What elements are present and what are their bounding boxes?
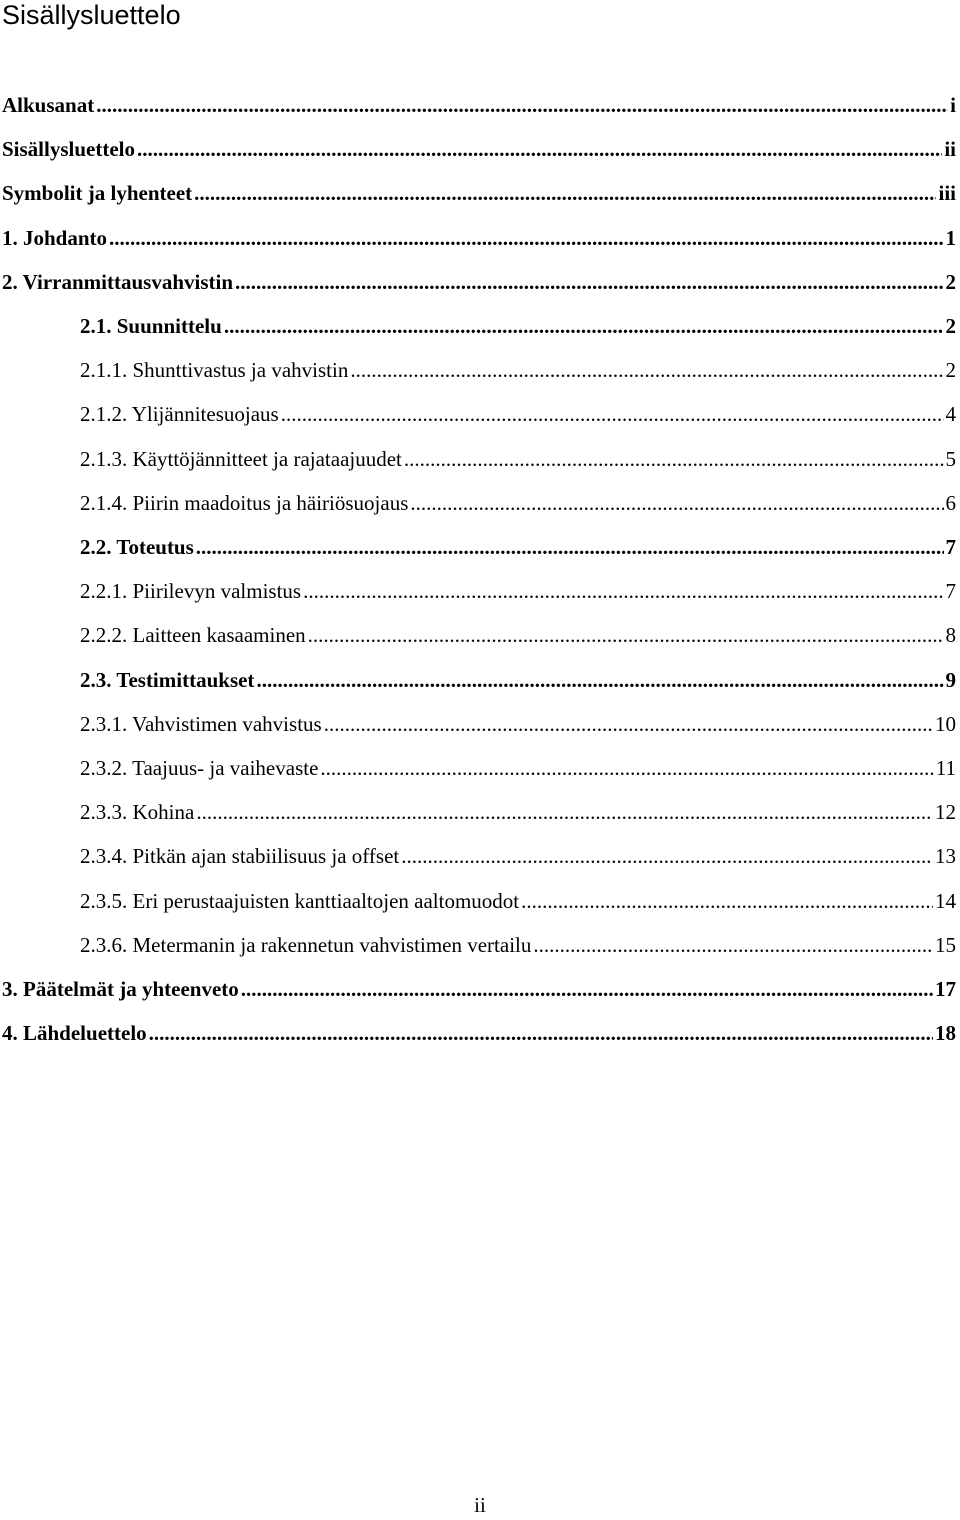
toc-entry-page: 14 [935, 888, 956, 913]
toc-entry-page: i [950, 93, 956, 117]
toc-entry-page: 5 [945, 446, 956, 471]
toc-entry[interactable] [0, 797, 956, 827]
toc-dot-leader [281, 399, 944, 429]
toc-entry[interactable] [0, 178, 956, 208]
toc-entry-label: 2.1.1. Shunttivastus ja vahvistin [80, 358, 349, 383]
toc-entry-page: 2 [945, 314, 956, 338]
toc-entry-page: 4 [945, 402, 956, 427]
toc-entry-page: 2 [945, 269, 956, 294]
toc-entry[interactable] [0, 355, 956, 385]
toc-entry-label: 2.3.3. Kohina [80, 800, 195, 825]
toc-dot-leader [320, 753, 933, 783]
toc-entry-label: 2.1. Suunnittelu [80, 314, 222, 338]
toc-entry-page: 6 [945, 490, 956, 515]
toc-entry-page: 12 [935, 800, 956, 825]
toc-entry-page: 13 [935, 844, 956, 869]
toc-entry-label: 2.3.6. Metermanin ja rakennetun vahvistimen vertailu [80, 932, 532, 957]
toc-entry[interactable] [0, 311, 956, 341]
toc-entry[interactable] [0, 841, 956, 871]
toc-entry-page: 2 [945, 358, 956, 383]
toc-entry-label: 2.2.1. Piirilevyn valmistus [80, 579, 302, 604]
toc-entry-label: Symbolit ja lyhenteet [2, 181, 193, 206]
toc-entry-label: 2.3.5. Eri perustaajuisten kanttiaaltojen aaltomuodot [80, 888, 520, 913]
toc-entry-label: 2. Virranmittausvahvistin [2, 269, 234, 294]
toc-entry-label: 2.3.4. Pitkän ajan stabiilisuus ja offset [80, 844, 400, 869]
toc-dot-leader [137, 134, 942, 164]
toc-entry-page: 10 [935, 711, 956, 736]
toc-entry-label: 2.1.2. Ylijännitesuojaus [80, 402, 279, 427]
toc-entry[interactable] [0, 974, 956, 1004]
toc-entry-label: 4. Lähdeluettelo [2, 1021, 147, 1046]
toc-entry-label: 2.2. Toteutus [80, 535, 194, 559]
toc-dot-leader [401, 841, 933, 871]
toc-entry-label: 2.1.4. Piirin maadoitus ja häiriösuojaus [80, 490, 409, 515]
toc-entry[interactable] [0, 223, 956, 253]
toc-entry[interactable] [0, 399, 956, 429]
toc-entry-page: 18 [935, 1021, 956, 1046]
toc-entry-page: 8 [945, 623, 956, 648]
toc-entry-page: ii [944, 137, 956, 162]
toc-entry[interactable] [0, 532, 956, 562]
toc-entry-label: 3. Päätelmät ja yhteenveto [2, 977, 239, 1001]
toc-entry[interactable] [0, 1018, 956, 1048]
toc-dot-leader [410, 488, 943, 518]
toc-entry[interactable] [0, 267, 956, 297]
toc-entry[interactable] [0, 709, 956, 739]
toc-dot-leader [194, 178, 936, 208]
toc-dot-leader [324, 709, 933, 739]
toc-dot-leader [109, 223, 943, 253]
toc-entry-page: iii [938, 181, 956, 206]
toc-entry[interactable] [0, 444, 956, 474]
toc-entry-page: 15 [935, 932, 956, 957]
toc-entry[interactable] [0, 753, 956, 783]
toc-dot-leader [224, 311, 944, 341]
toc-dot-leader [308, 620, 944, 650]
toc-dot-leader [303, 576, 943, 606]
toc-dot-leader [350, 355, 943, 385]
toc-dot-leader [96, 90, 948, 120]
page-title: Sisällysluettelo [2, 0, 181, 30]
toc-entry[interactable] [0, 134, 956, 164]
toc-entry-label: 2.3.1. Vahvistimen vahvistus [80, 711, 322, 736]
toc-dot-leader [241, 974, 933, 1004]
toc-dot-leader [533, 930, 933, 960]
page-number-footer: ii [474, 1493, 486, 1517]
toc-dot-leader [256, 665, 943, 695]
toc-entry-page: 9 [945, 667, 956, 692]
toc-entry[interactable] [0, 488, 956, 518]
toc-entry[interactable] [0, 665, 956, 695]
toc-entry-page: 7 [945, 535, 956, 559]
toc-dot-leader [149, 1018, 933, 1048]
toc-entry-label: 2.3. Testimittaukset [80, 667, 255, 692]
toc-entry-label: 2.1.3. Käyttöjännitteet ja rajataajuudet [80, 446, 402, 471]
toc-dot-leader [521, 886, 933, 916]
toc-entry[interactable] [0, 886, 956, 916]
toc-dot-leader [196, 797, 933, 827]
toc-entry-page: 17 [935, 977, 956, 1001]
toc-entry-label: Alkusanat [2, 93, 95, 117]
toc-dot-leader [196, 532, 944, 562]
toc-entry-page: 1 [945, 225, 956, 250]
toc-dot-leader [235, 267, 943, 297]
toc-entry-page: 7 [945, 579, 956, 604]
toc-entry[interactable] [0, 576, 956, 606]
toc-entry-page: 11 [935, 756, 956, 780]
toc-entry[interactable] [0, 90, 956, 120]
toc-entry[interactable] [0, 620, 956, 650]
toc-entry-label: 1. Johdanto [2, 225, 108, 250]
toc-entry[interactable] [0, 930, 956, 960]
toc-entry-label: 2.3.2. Taajuus- ja vaihevaste [80, 756, 319, 780]
toc-entry-label: 2.2.2. Laitteen kasaaminen [80, 623, 306, 648]
toc-dot-leader [404, 444, 944, 474]
toc-entry-label: Sisällysluettelo [2, 137, 136, 162]
